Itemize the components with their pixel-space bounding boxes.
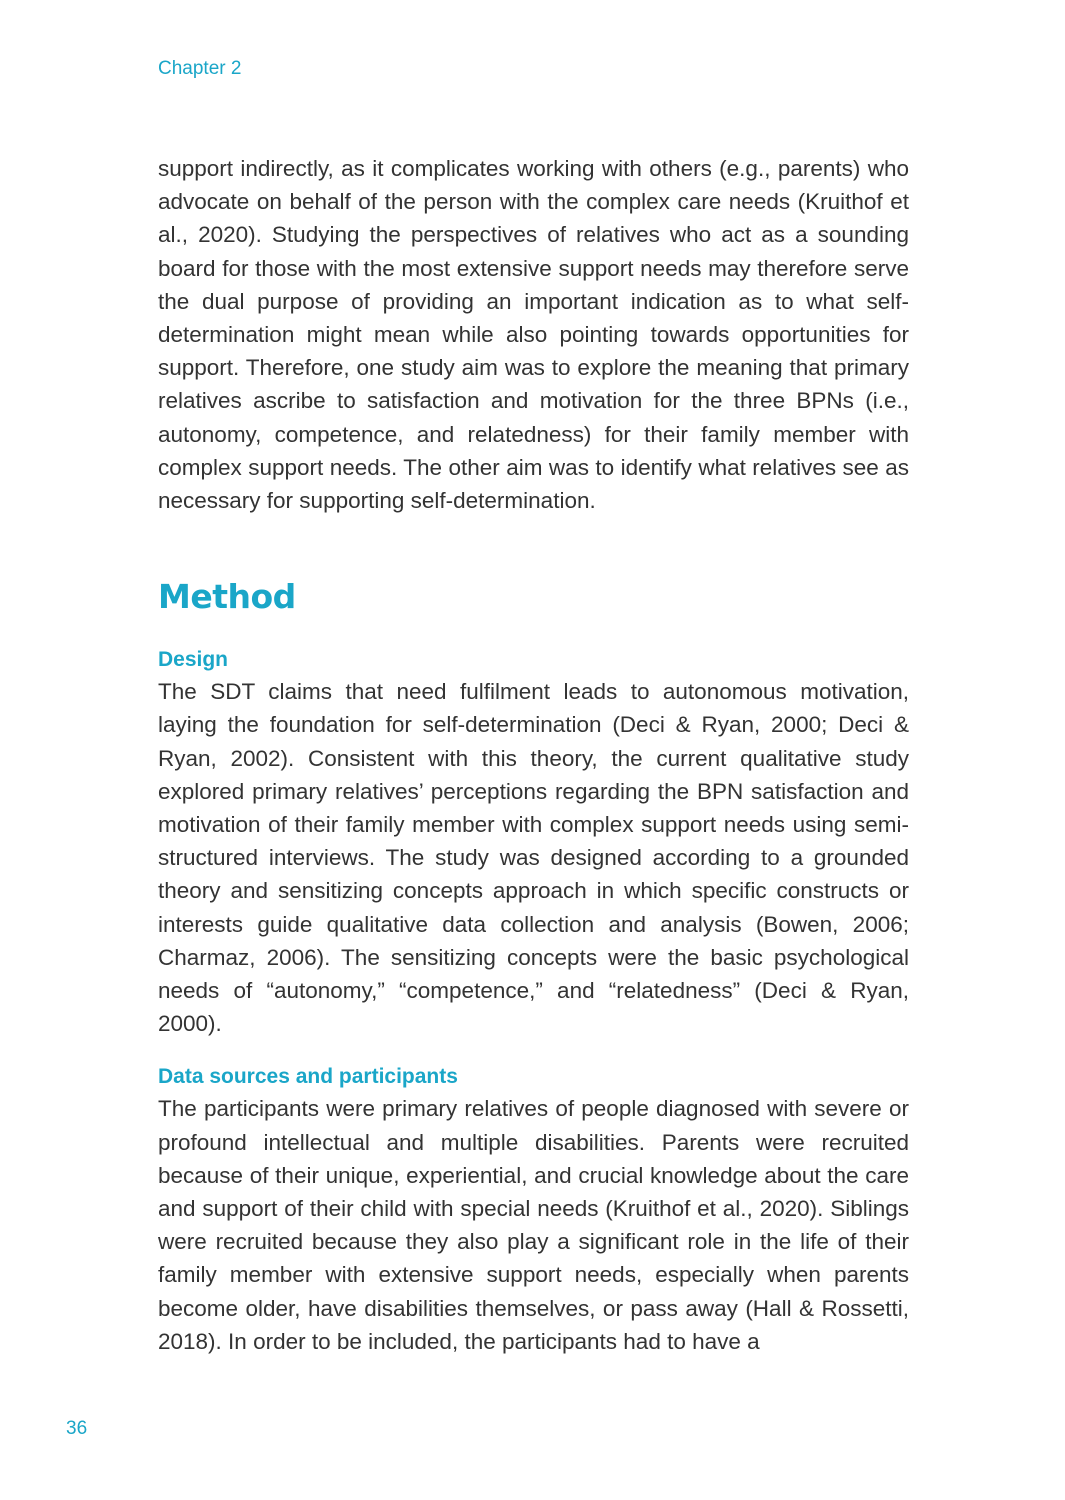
running-header-chapter: Chapter 2 (158, 58, 242, 79)
intro-paragraph: support indirectly, as it complicates working with others (e.g., parents) who advocate on behalf of the person with the complex care needs (Kruithof et al., 2020). Studying the perspectives of relatives who act as a sounding board for those with the most extensive support needs may therefore serve the dual purpose of providing an important indication as to what self-determination might mean while also pointing towards opportunities for support. Therefore, one study aim was to explore the meaning that primary relatives ascribe to satisfaction and motivation for the three BPNs (i.e., autonomy, competence, and relatedness) for their family member with complex support needs. The other aim was to identify what relatives see as necessary for supporting self-determination. (158, 156, 909, 514)
subheading-design: Design (158, 648, 229, 672)
page-body (158, 152, 909, 1358)
design-paragraph: The SDT claims that need fulfilment leads to autonomous motivation, laying the foundation for self-determination (Deci & Ryan, 2000; Deci & Ryan, 2002). Consistent with this theory, the current qualitative study explored primary relatives’ perceptions regarding the BPN satisfaction and motivation of their family member with complex support needs using semi-structured interviews. The study was designed according to a grounded theory and sensitizing concepts approach in which specific constructs or interests guide qualitative data collection and analysis (Bowen, 2006; Charmaz, 2006). The sensitizing concepts were the basic psychological needs of “autonomy,” “competence,” and “relatedness” (Deci & Ryan, 2000). (158, 679, 909, 1037)
participants-paragraph: The participants were primary relatives of people diagnosed with severe or profound intellectual and multiple disabilities. Parents were recruited because of their unique, experiential, and crucial knowledge about the care and support of their child with special needs (Kruithof et al., 2020). Siblings were recruited because they also play a significant role in the life of their family member with extensive support needs, especially when parents become older, have disabilities themselves, or pass away (Hall & Rossetti, 2018). In order to be included, the participants had to have a (158, 1096, 909, 1354)
section-heading-method: Method (158, 577, 296, 617)
subheading-data-sources: Data sources and participants (158, 1065, 458, 1089)
page-number: 36 (66, 1418, 88, 1439)
